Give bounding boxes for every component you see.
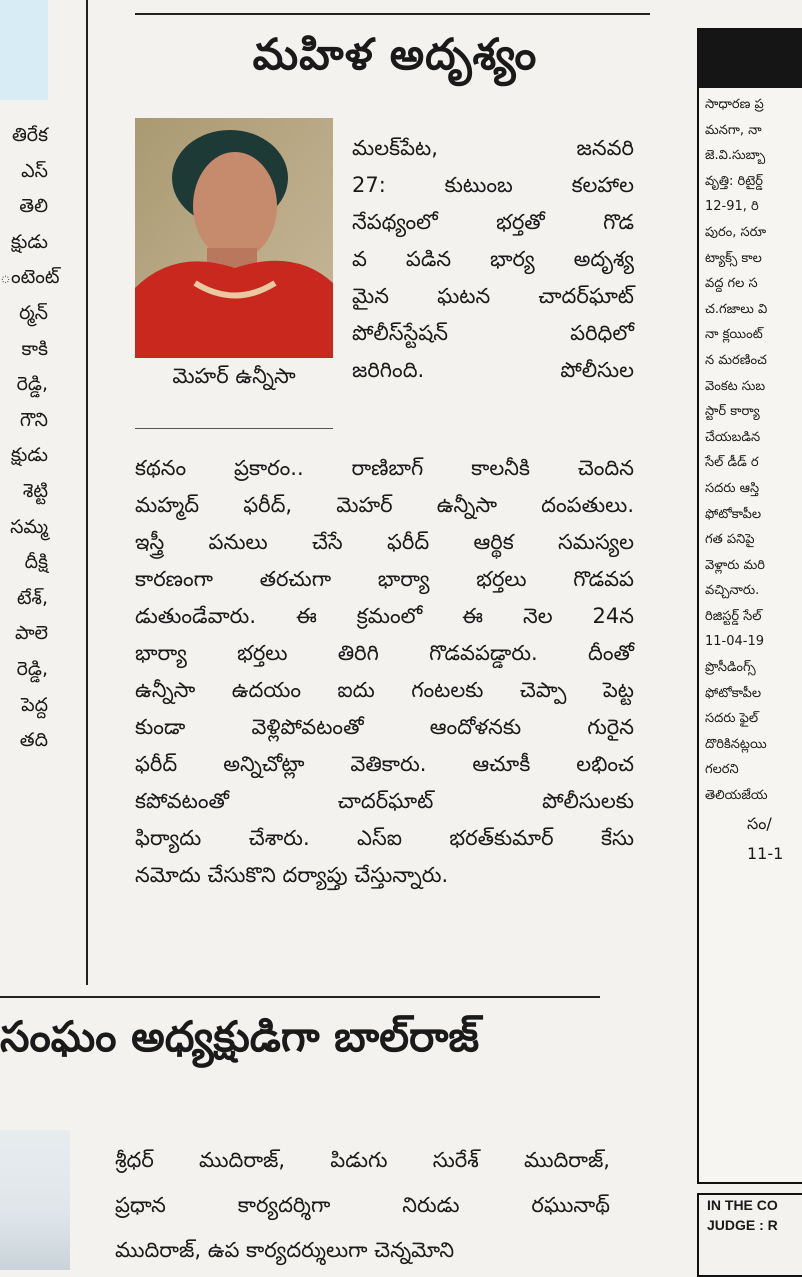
left-column-line: క్షుడు (10, 444, 48, 467)
notice-header-bar (699, 30, 802, 88)
left-column-line: ర్మన్ (19, 301, 48, 324)
court-line-1: IN THE CO (707, 1197, 778, 1213)
left-column-line: రెడ్డి, (16, 657, 48, 680)
article-line: కపోవటంతో చాదర్‌ఘాట్ పోలీసులకు (135, 789, 634, 813)
article-line: ఫిర్యాదు చేశారు. ఎస్ఐ భరత్‌కుమార్ కేసు (135, 826, 634, 850)
left-column-line: గౌని (19, 408, 48, 431)
left-column-text (0, 118, 60, 759)
article2-line: ప్రధాన కార్యదర్శిగా నిరుడు రఘునాథ్ (115, 1193, 610, 1217)
article-line: కథనం ప్రకారం.. రాణిబాగ్ కాలనీకి చెందిన (135, 456, 634, 480)
notice-text (699, 88, 802, 809)
article-line: జరిగింది. పోలీసుల (352, 358, 634, 382)
notice-line: న మరణించ (705, 352, 767, 368)
notice-line: వెళ్లారు మరి (705, 557, 766, 573)
article-line: కారణంగా తరచుగా భార్యా భర్తలు గొడవప (135, 567, 634, 591)
notice-line: వృత్తి: రిటైర్డ్ (705, 173, 763, 189)
left-column-line: రెడ్డి, (16, 373, 48, 396)
article-line: కుండా వెళ్లిపోవటంతో ఆందోళనకు గురైన (135, 715, 634, 739)
article-headline: మహిళ అదృశ్యం (252, 30, 538, 80)
article-line: ఉన్నీసా ఉదయం ఐదు గంటలకు చెప్పా పెట్ట (135, 678, 634, 702)
notice-line: వచ్చినారు. (705, 583, 760, 599)
left-column-line: క్షుడు (10, 230, 48, 253)
notice-line: ప్రొసీడింగ్స్ (705, 660, 756, 676)
notice-footer-line: సం/ (747, 813, 772, 833)
left-column-line: కాకి (21, 337, 48, 360)
notice-line: మనగా, నా (705, 122, 762, 138)
article2-headline: సంఘం అధ్యక్షుడిగా బాల్‌రాజ్ (0, 1012, 480, 1061)
left-column-line: తెలి (19, 195, 48, 218)
article-top-rule (135, 13, 650, 15)
article-line: 27: కుటుంబ కలహాల (352, 173, 634, 197)
notice-line: చేయబడిన (705, 429, 761, 445)
notice-line: తెలియజేయ (705, 788, 768, 804)
article-line: మైన ఘటన చాదర్‌ఘాట్ (352, 284, 634, 308)
article2-top-rule (0, 996, 600, 998)
left-column-line: ఎస్ (21, 159, 48, 182)
notice-line: వెంకట సుబ (705, 378, 766, 394)
left-column-line: తది (19, 729, 48, 752)
article-line: ఫరీద్ అన్నిచోట్లా వెతికారు. ఆచూకీ లభించ (135, 752, 634, 776)
notice-line: పురం, సరూ (705, 224, 767, 240)
notice-line: ఫోటోకాపీల (705, 506, 762, 522)
notice-line: జె.వి.సుబ్బా (705, 148, 766, 164)
notice-line: స్టార్ కార్యా (705, 404, 760, 420)
notice-line: చ.గజాలు వి (705, 301, 768, 317)
legal-notice-box (697, 28, 802, 1184)
notice-line: సేల్ డీడ్ ర (705, 455, 759, 471)
notice-footer (699, 809, 802, 869)
article-line: వ పడిన భార్య అదృశ్య (352, 247, 634, 271)
article-line: మలక్‌పేట, జనవరి (352, 136, 634, 160)
article-line: నేపథ్యంలో భర్తతో గొడ (352, 210, 634, 234)
notice-line: ట్యాక్స్ కాల (705, 250, 762, 266)
notice-line: సదరు ఆస్తి (705, 480, 760, 496)
article-line: ఇస్త్రీ పనులు చేసే ఫరీద్ ఆర్థిక సమస్యల (135, 530, 634, 554)
article-line: పోలీస్‌స్టేషన్ పరిధిలో (352, 321, 634, 345)
caption-rule (135, 428, 333, 429)
court-notice-box (697, 1193, 802, 1277)
clipped-photo (0, 0, 48, 100)
notice-line: రిజిస్టర్డ్ సేల్ (705, 608, 762, 624)
notice-line: ఫోటోకాపీల (705, 685, 762, 701)
notice-line: వద్ద గల స (705, 276, 758, 292)
left-column-line: తిరేక (11, 124, 48, 146)
article-line: నమోదు చేసుకొని దర్యాప్తు చేస్తున్నారు. (135, 863, 449, 887)
notice-line: గలరని (705, 762, 739, 778)
left-column-line: సమ్మ (10, 515, 48, 538)
left-column-line: ంటెంట్ (0, 266, 60, 289)
left-column-line: పెద్ద (21, 693, 48, 716)
article-line: డుతుండేవారు. ఈ క్రమంలో ఈ నెల 24న (135, 604, 634, 628)
article-body-wide (135, 450, 634, 894)
notice-line: నా క్లయింట్ (705, 327, 763, 343)
article-body-narrow (352, 130, 634, 389)
article-line: మహ్మద్ ఫరీద్, మెహర్ ఉన్నీసా దంపతులు. (135, 493, 634, 517)
article2-line: శ్రీధర్ ముదిరాజ్, పిడుగు సురేశ్ ముదిరాజ్, (115, 1148, 610, 1172)
notice-line: 11-04-19 (705, 634, 765, 650)
notice-line: దొరికినట్లయి (705, 736, 767, 752)
person-photo (0, 1130, 70, 1270)
column-divider (86, 0, 88, 985)
woman-photo (135, 118, 333, 358)
left-column-line: దీక్షి (24, 551, 48, 574)
article-line: భార్యా భర్తలు తిరిగి గొడవపడ్డారు. దీంతో (135, 641, 634, 665)
left-column-line: పాలె (14, 622, 48, 645)
article2-line: ముదిరాజ్, ఉప కార్యదర్శులుగా చెన్నమోని (115, 1238, 455, 1262)
notice-line: 12-91, రి (705, 199, 759, 215)
notice-line: సదరు ఫైల్ (705, 711, 759, 727)
notice-footer-line: 11-1 (747, 843, 784, 863)
court-line-2: JUDGE : R (707, 1217, 778, 1233)
notice-line: గత పనిపై (705, 532, 755, 548)
left-column-line: శెట్టి (22, 479, 48, 502)
notice-line: సాధారణ ప్ర (705, 97, 764, 112)
photo-caption: మెహర్ ఉన్నీసా (172, 364, 296, 388)
left-column-line: టేశ్, (16, 586, 48, 609)
article2-body (115, 1138, 610, 1273)
